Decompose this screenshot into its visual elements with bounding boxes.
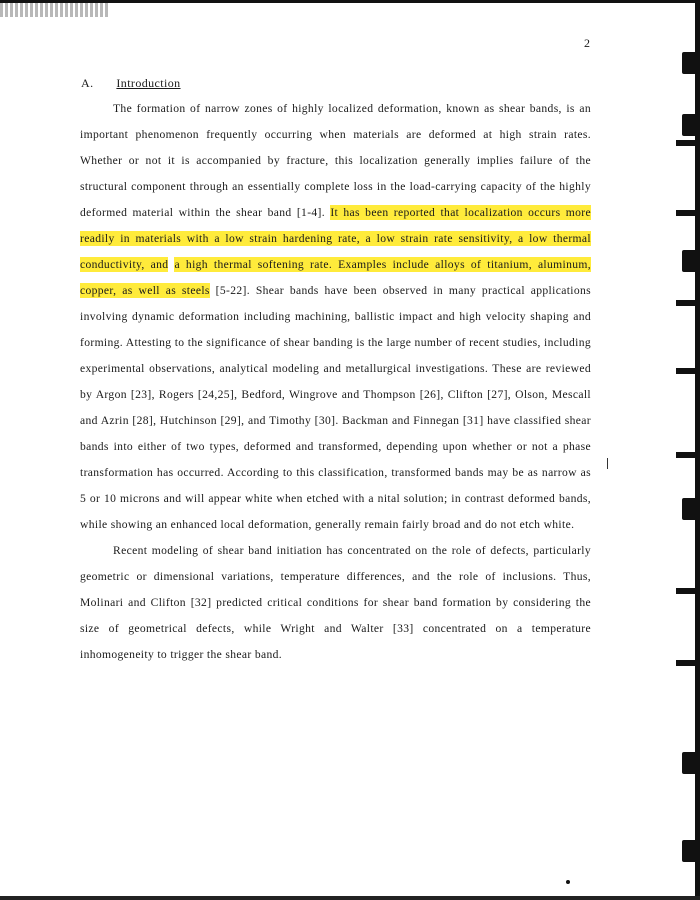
scan-noise <box>0 3 110 17</box>
body-text <box>80 96 591 668</box>
binding-mark <box>682 250 696 272</box>
scan-speck <box>566 880 570 884</box>
paragraph-text: Recent modeling of shear band initiation has concentrated on the role of defects, particularly geometric or dimensional variations, temperature differences, and the role of inclusions. Thus, Molinari and Clifton [32] predicted critical conditions for shear band formation by considering the size of geometrical defects, while Wright and Walter [33] concentrated on a temperature inhomogeneity to trigger the shear band. <box>80 544 591 661</box>
binding-mark <box>682 752 696 774</box>
binding-mark <box>676 660 696 666</box>
stray-pen-mark <box>607 458 608 469</box>
section-heading <box>81 76 181 91</box>
binding-mark <box>676 452 696 458</box>
paragraph-modeling <box>80 538 591 668</box>
binding-mark <box>682 498 696 520</box>
binding-mark <box>676 588 696 594</box>
binding-mark <box>682 52 696 74</box>
scan-bottom-border <box>0 894 700 900</box>
paragraph-introduction <box>80 96 591 538</box>
paragraph-text: [5-22]. Shear bands have been observed in many practical applications involving dynamic deformation including machining, ballistic impact and high velocity shaping and forming. Attesting to the significance of shear banding is the large number of recent studies, including experimental observations, analytical modeling and metallurgical investigations. These are reviewed by Argon [23], Rogers [24,25], Bedford, Wingrove and Thompson [26], Clifton [27], Olson, Mescall and Azrin [28], Hutchinson [29], and Timothy [30]. Backman and Finnegan [31] have classified shear bands into either of two types, deformed and transformed, depending upon whether or not a phase transformation has occurred. According to this classification, transformed bands may be as narrow as 5 or 10 microns and will appear white when etched with a nital solution; in contrast deformed bands, while showing an enhanced local deformation, generally remain fairly broad and do not etch white. <box>80 284 591 531</box>
section-number: A. <box>81 76 94 90</box>
section-title: Introduction <box>116 76 181 90</box>
binding-mark <box>676 140 696 146</box>
binding-mark <box>682 840 696 862</box>
paragraph-text: The formation of narrow zones of highly localized deformation, known as shear bands, is an important phenomenon frequently occurring when materials are deformed at high strain rates. Whether or not it is accompanied by fracture, this localization generally implies failure of the structural component through an essentially complete loss in the load-carrying capacity of the highly deformed material within the shear band [1-4]. <box>80 102 591 219</box>
highlighted-text: a high thermal softening rate. Examples include alloys of titanium, aluminum, copper, as well as steels <box>80 258 592 297</box>
page-number: 2 <box>584 36 590 50</box>
binding-mark <box>682 114 696 136</box>
binding-mark <box>676 300 696 306</box>
binding-mark <box>676 368 696 374</box>
binding-mark <box>676 210 696 216</box>
highlighted-text: It has been reported that localization occurs more readily in materials with a low strain hardening rate, a low strain rate sensitivity, a low thermal conductivity, and <box>80 206 591 271</box>
